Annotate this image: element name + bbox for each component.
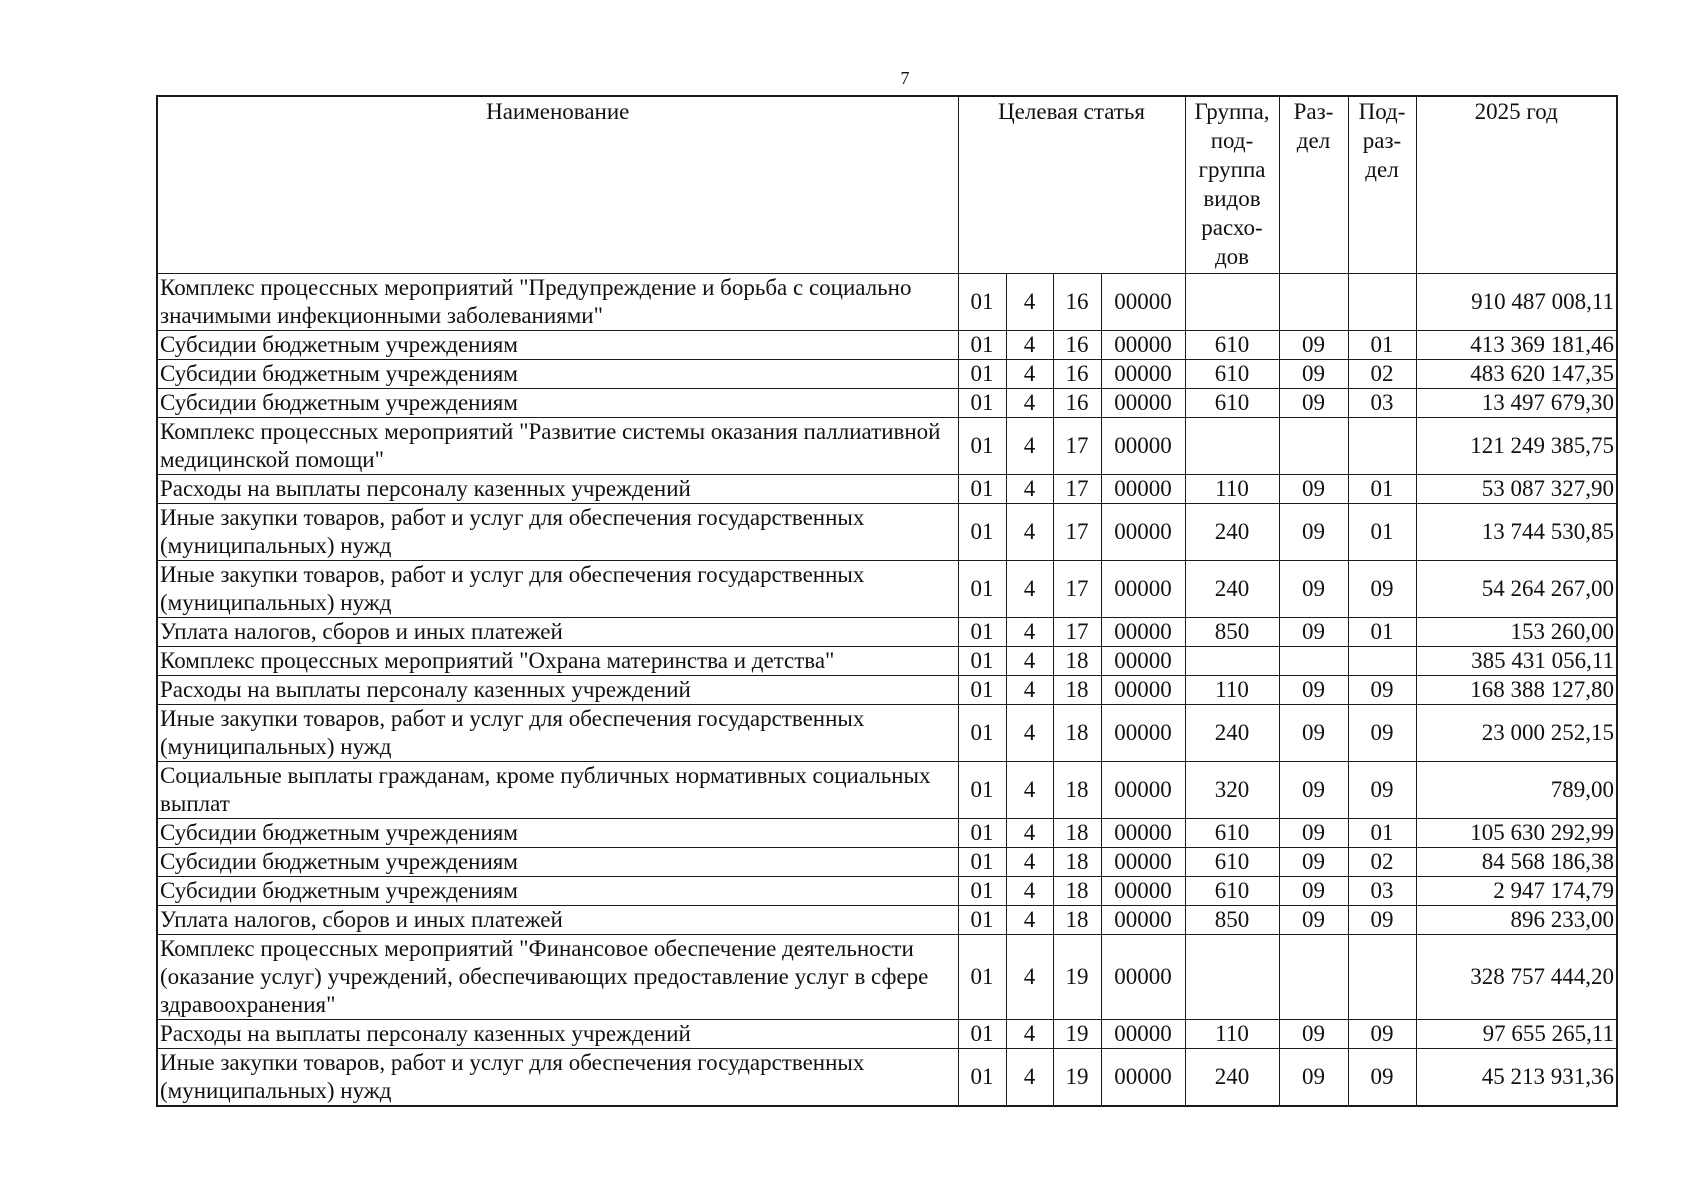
row-code-type: 4 bbox=[1006, 704, 1053, 761]
row-code-type: 4 bbox=[1006, 934, 1053, 1019]
row-subsection: 01 bbox=[1348, 503, 1416, 560]
row-amount: 54 264 267,00 bbox=[1416, 560, 1617, 617]
header-target: Целевая статья bbox=[958, 96, 1185, 273]
row-subsection: 09 bbox=[1348, 761, 1416, 818]
table-row bbox=[157, 617, 1617, 646]
row-subsection: 03 bbox=[1348, 388, 1416, 417]
table-row bbox=[157, 905, 1617, 934]
row-code-type: 4 bbox=[1006, 503, 1053, 560]
row-code-direction: 00000 bbox=[1101, 560, 1185, 617]
row-code-subprogram: 18 bbox=[1053, 818, 1101, 847]
table-row bbox=[157, 704, 1617, 761]
row-code-subprogram: 16 bbox=[1053, 330, 1101, 359]
row-subsection bbox=[1348, 417, 1416, 474]
row-code-type: 4 bbox=[1006, 330, 1053, 359]
row-amount: 84 568 186,38 bbox=[1416, 847, 1617, 876]
row-name: Иные закупки товаров, работ и услуг для обеспечения государственных (муниципальных) нужд bbox=[157, 1048, 958, 1106]
row-section bbox=[1279, 646, 1348, 675]
row-expense-group: 240 bbox=[1185, 1048, 1279, 1106]
row-code-type: 4 bbox=[1006, 474, 1053, 503]
row-amount: 121 249 385,75 bbox=[1416, 417, 1617, 474]
table-row bbox=[157, 388, 1617, 417]
row-name: Расходы на выплаты персоналу казенных учреждений bbox=[157, 675, 958, 704]
row-code-subprogram: 17 bbox=[1053, 617, 1101, 646]
row-section: 09 bbox=[1279, 330, 1348, 359]
row-code-type: 4 bbox=[1006, 388, 1053, 417]
row-section: 09 bbox=[1279, 847, 1348, 876]
row-code-direction: 00000 bbox=[1101, 503, 1185, 560]
table-row bbox=[157, 417, 1617, 474]
row-code-subprogram: 18 bbox=[1053, 847, 1101, 876]
table-row bbox=[157, 503, 1617, 560]
row-expense-group: 610 bbox=[1185, 847, 1279, 876]
table-row bbox=[157, 359, 1617, 388]
row-code-direction: 00000 bbox=[1101, 388, 1185, 417]
header-name: Наименование bbox=[157, 96, 958, 273]
header-group: Группа, под-группа видов расхо-дов bbox=[1185, 96, 1279, 273]
row-amount: 483 620 147,35 bbox=[1416, 359, 1617, 388]
row-code-subprogram: 17 bbox=[1053, 417, 1101, 474]
page-number: 7 bbox=[900, 68, 910, 88]
row-subsection: 01 bbox=[1348, 818, 1416, 847]
row-code-direction: 00000 bbox=[1101, 359, 1185, 388]
table-row bbox=[157, 876, 1617, 905]
row-code-subprogram: 19 bbox=[1053, 934, 1101, 1019]
row-code-type: 4 bbox=[1006, 905, 1053, 934]
row-code-subprogram: 17 bbox=[1053, 474, 1101, 503]
row-section: 09 bbox=[1279, 359, 1348, 388]
row-code-subprogram: 18 bbox=[1053, 761, 1101, 818]
row-section bbox=[1279, 417, 1348, 474]
row-code-direction: 00000 bbox=[1101, 704, 1185, 761]
row-code-direction: 00000 bbox=[1101, 617, 1185, 646]
row-code-type: 4 bbox=[1006, 847, 1053, 876]
row-expense-group: 110 bbox=[1185, 1019, 1279, 1048]
row-section: 09 bbox=[1279, 675, 1348, 704]
row-code-program: 01 bbox=[958, 818, 1006, 847]
row-code-type: 4 bbox=[1006, 1019, 1053, 1048]
row-expense-group: 610 bbox=[1185, 388, 1279, 417]
row-amount: 385 431 056,11 bbox=[1416, 646, 1617, 675]
row-name: Иные закупки товаров, работ и услуг для обеспечения государственных (муниципальных) нужд bbox=[157, 704, 958, 761]
table-body bbox=[157, 273, 1617, 1106]
header-section: Раз-дел bbox=[1279, 96, 1348, 273]
row-amount: 896 233,00 bbox=[1416, 905, 1617, 934]
row-code-program: 01 bbox=[958, 617, 1006, 646]
row-amount: 23 000 252,15 bbox=[1416, 704, 1617, 761]
row-subsection: 01 bbox=[1348, 617, 1416, 646]
row-code-type: 4 bbox=[1006, 1048, 1053, 1106]
row-expense-group: 610 bbox=[1185, 330, 1279, 359]
row-code-direction: 00000 bbox=[1101, 646, 1185, 675]
row-code-program: 01 bbox=[958, 1048, 1006, 1106]
table-row bbox=[157, 847, 1617, 876]
row-code-subprogram: 18 bbox=[1053, 876, 1101, 905]
row-code-subprogram: 18 bbox=[1053, 646, 1101, 675]
row-amount: 53 087 327,90 bbox=[1416, 474, 1617, 503]
row-expense-group: 240 bbox=[1185, 704, 1279, 761]
table-row bbox=[157, 646, 1617, 675]
row-code-subprogram: 19 bbox=[1053, 1048, 1101, 1106]
row-section: 09 bbox=[1279, 617, 1348, 646]
row-subsection: 09 bbox=[1348, 560, 1416, 617]
table-row bbox=[157, 1019, 1617, 1048]
row-name: Субсидии бюджетным учреждениям bbox=[157, 847, 958, 876]
row-name: Комплекс процессных мероприятий "Финансовое обеспечение деятельности (оказание услуг) учреждений, обеспечивающих предоставление услуг в сфере здравоохранения" bbox=[157, 934, 958, 1019]
row-section: 09 bbox=[1279, 704, 1348, 761]
row-expense-group: 610 bbox=[1185, 359, 1279, 388]
table-row bbox=[157, 1048, 1617, 1106]
row-code-program: 01 bbox=[958, 273, 1006, 330]
row-expense-group: 110 bbox=[1185, 675, 1279, 704]
row-section: 09 bbox=[1279, 388, 1348, 417]
row-expense-group: 610 bbox=[1185, 876, 1279, 905]
row-expense-group bbox=[1185, 417, 1279, 474]
table-row bbox=[157, 330, 1617, 359]
row-code-type: 4 bbox=[1006, 273, 1053, 330]
row-section bbox=[1279, 934, 1348, 1019]
row-name: Иные закупки товаров, работ и услуг для обеспечения государственных (муниципальных) нужд bbox=[157, 560, 958, 617]
row-amount: 13 497 679,30 bbox=[1416, 388, 1617, 417]
row-name: Уплата налогов, сборов и иных платежей bbox=[157, 617, 958, 646]
row-subsection bbox=[1348, 934, 1416, 1019]
table-row bbox=[157, 474, 1617, 503]
row-code-direction: 00000 bbox=[1101, 474, 1185, 503]
row-code-subprogram: 19 bbox=[1053, 1019, 1101, 1048]
row-name: Расходы на выплаты персоналу казенных учреждений bbox=[157, 474, 958, 503]
row-code-subprogram: 18 bbox=[1053, 905, 1101, 934]
row-amount: 153 260,00 bbox=[1416, 617, 1617, 646]
row-amount: 45 213 931,36 bbox=[1416, 1048, 1617, 1106]
row-amount: 413 369 181,46 bbox=[1416, 330, 1617, 359]
row-section bbox=[1279, 273, 1348, 330]
header-subsection: Под-раз-дел bbox=[1348, 96, 1416, 273]
row-subsection: 09 bbox=[1348, 1048, 1416, 1106]
row-subsection bbox=[1348, 273, 1416, 330]
row-name: Комплекс процессных мероприятий "Развитие системы оказания паллиативной медицинской помощи" bbox=[157, 417, 958, 474]
row-expense-group: 240 bbox=[1185, 560, 1279, 617]
row-subsection: 09 bbox=[1348, 675, 1416, 704]
row-code-subprogram: 16 bbox=[1053, 388, 1101, 417]
row-code-type: 4 bbox=[1006, 646, 1053, 675]
row-code-program: 01 bbox=[958, 503, 1006, 560]
row-subsection: 01 bbox=[1348, 330, 1416, 359]
table-row bbox=[157, 818, 1617, 847]
table-row bbox=[157, 675, 1617, 704]
row-section: 09 bbox=[1279, 818, 1348, 847]
row-subsection bbox=[1348, 646, 1416, 675]
row-code-type: 4 bbox=[1006, 417, 1053, 474]
row-expense-group: 610 bbox=[1185, 818, 1279, 847]
row-subsection: 09 bbox=[1348, 905, 1416, 934]
row-code-program: 01 bbox=[958, 847, 1006, 876]
row-code-program: 01 bbox=[958, 359, 1006, 388]
row-section: 09 bbox=[1279, 761, 1348, 818]
row-name: Комплекс процессных мероприятий "Предупреждение и борьба с социально значимыми инфекционными заболеваниями" bbox=[157, 273, 958, 330]
row-code-type: 4 bbox=[1006, 675, 1053, 704]
row-amount: 328 757 444,20 bbox=[1416, 934, 1617, 1019]
row-subsection: 01 bbox=[1348, 474, 1416, 503]
row-amount: 789,00 bbox=[1416, 761, 1617, 818]
row-expense-group: 850 bbox=[1185, 617, 1279, 646]
row-name: Субсидии бюджетным учреждениям bbox=[157, 359, 958, 388]
header-year: 2025 год bbox=[1416, 96, 1617, 273]
table-row bbox=[157, 560, 1617, 617]
row-name: Уплата налогов, сборов и иных платежей bbox=[157, 905, 958, 934]
row-code-direction: 00000 bbox=[1101, 417, 1185, 474]
row-code-program: 01 bbox=[958, 560, 1006, 617]
row-code-program: 01 bbox=[958, 905, 1006, 934]
row-code-direction: 00000 bbox=[1101, 1019, 1185, 1048]
row-code-direction: 00000 bbox=[1101, 330, 1185, 359]
row-code-program: 01 bbox=[958, 704, 1006, 761]
row-section: 09 bbox=[1279, 905, 1348, 934]
row-subsection: 03 bbox=[1348, 876, 1416, 905]
row-code-program: 01 bbox=[958, 646, 1006, 675]
budget-table bbox=[156, 95, 1618, 1107]
table-row bbox=[157, 761, 1617, 818]
row-name: Расходы на выплаты персоналу казенных учреждений bbox=[157, 1019, 958, 1048]
row-code-program: 01 bbox=[958, 388, 1006, 417]
row-code-program: 01 bbox=[958, 934, 1006, 1019]
row-amount: 168 388 127,80 bbox=[1416, 675, 1617, 704]
row-code-direction: 00000 bbox=[1101, 761, 1185, 818]
row-code-direction: 00000 bbox=[1101, 818, 1185, 847]
row-expense-group: 850 bbox=[1185, 905, 1279, 934]
table-row bbox=[157, 273, 1617, 330]
row-expense-group bbox=[1185, 934, 1279, 1019]
row-section: 09 bbox=[1279, 560, 1348, 617]
row-code-type: 4 bbox=[1006, 617, 1053, 646]
row-code-direction: 00000 bbox=[1101, 1048, 1185, 1106]
row-section: 09 bbox=[1279, 876, 1348, 905]
row-expense-group: 110 bbox=[1185, 474, 1279, 503]
row-code-type: 4 bbox=[1006, 560, 1053, 617]
row-code-direction: 00000 bbox=[1101, 847, 1185, 876]
row-subsection: 02 bbox=[1348, 359, 1416, 388]
row-code-program: 01 bbox=[958, 1019, 1006, 1048]
row-code-subprogram: 17 bbox=[1053, 560, 1101, 617]
row-amount: 2 947 174,79 bbox=[1416, 876, 1617, 905]
row-code-direction: 00000 bbox=[1101, 876, 1185, 905]
row-code-program: 01 bbox=[958, 417, 1006, 474]
row-name: Комплекс процессных мероприятий "Охрана материнства и детства" bbox=[157, 646, 958, 675]
row-code-program: 01 bbox=[958, 761, 1006, 818]
row-section: 09 bbox=[1279, 1019, 1348, 1048]
row-amount: 105 630 292,99 bbox=[1416, 818, 1617, 847]
row-amount: 97 655 265,11 bbox=[1416, 1019, 1617, 1048]
row-code-type: 4 bbox=[1006, 876, 1053, 905]
row-code-type: 4 bbox=[1006, 359, 1053, 388]
table-row bbox=[157, 934, 1617, 1019]
row-code-direction: 00000 bbox=[1101, 934, 1185, 1019]
row-name: Иные закупки товаров, работ и услуг для обеспечения государственных (муниципальных) нужд bbox=[157, 503, 958, 560]
row-name: Субсидии бюджетным учреждениям bbox=[157, 818, 958, 847]
row-code-subprogram: 17 bbox=[1053, 503, 1101, 560]
row-code-program: 01 bbox=[958, 876, 1006, 905]
row-code-subprogram: 18 bbox=[1053, 675, 1101, 704]
row-section: 09 bbox=[1279, 1048, 1348, 1106]
table-header-row bbox=[157, 96, 1617, 273]
row-code-direction: 00000 bbox=[1101, 675, 1185, 704]
row-subsection: 02 bbox=[1348, 847, 1416, 876]
row-expense-group: 320 bbox=[1185, 761, 1279, 818]
row-subsection: 09 bbox=[1348, 704, 1416, 761]
row-name: Социальные выплаты гражданам, кроме публичных нормативных социальных выплат bbox=[157, 761, 958, 818]
row-section: 09 bbox=[1279, 503, 1348, 560]
row-expense-group: 240 bbox=[1185, 503, 1279, 560]
row-amount: 910 487 008,11 bbox=[1416, 273, 1617, 330]
row-code-program: 01 bbox=[958, 330, 1006, 359]
row-name: Субсидии бюджетным учреждениям bbox=[157, 388, 958, 417]
row-code-subprogram: 16 bbox=[1053, 273, 1101, 330]
row-code-subprogram: 16 bbox=[1053, 359, 1101, 388]
row-amount: 13 744 530,85 bbox=[1416, 503, 1617, 560]
row-expense-group bbox=[1185, 273, 1279, 330]
row-expense-group bbox=[1185, 646, 1279, 675]
row-code-subprogram: 18 bbox=[1053, 704, 1101, 761]
row-code-direction: 00000 bbox=[1101, 273, 1185, 330]
row-name: Субсидии бюджетным учреждениям bbox=[157, 330, 958, 359]
row-code-program: 01 bbox=[958, 474, 1006, 503]
row-code-type: 4 bbox=[1006, 761, 1053, 818]
row-subsection: 09 bbox=[1348, 1019, 1416, 1048]
row-section: 09 bbox=[1279, 474, 1348, 503]
row-code-program: 01 bbox=[958, 675, 1006, 704]
row-code-type: 4 bbox=[1006, 818, 1053, 847]
row-code-direction: 00000 bbox=[1101, 905, 1185, 934]
row-name: Субсидии бюджетным учреждениям bbox=[157, 876, 958, 905]
